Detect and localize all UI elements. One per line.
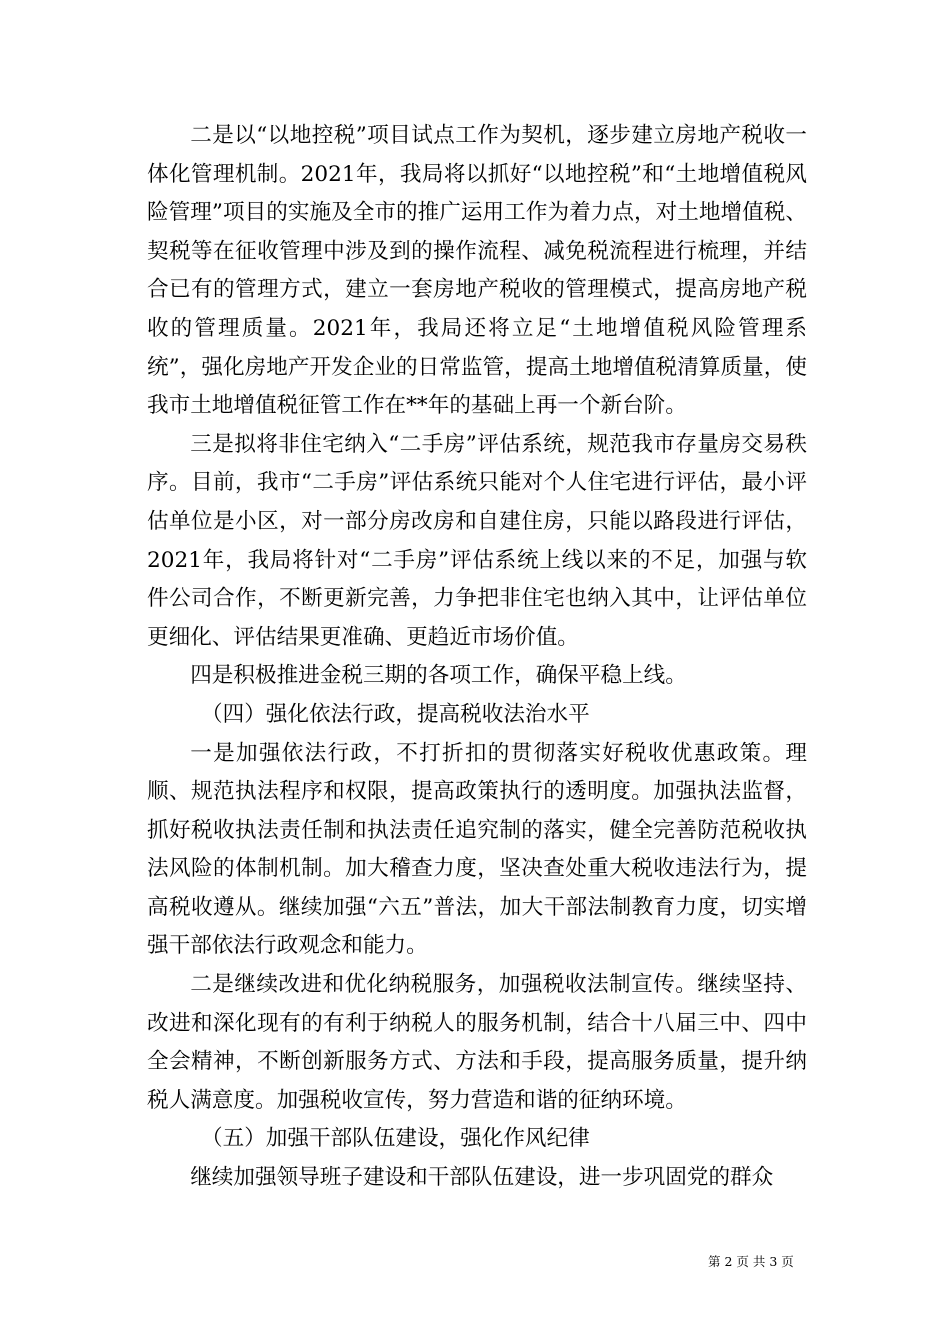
- paragraph-second-hand-housing: 三是拟将非住宅纳入“二手房”评估系统，规范我市存量房交易秩序。目前，我市“二手房”评估系统只能对个人住宅进行评估，最小评估单位是小区，对一部分房改房和自建住房，只能以路段进行评估，2021年，我局将针对“二手房”评估系统上线以来的不足，加强与软件公司合作，不断更新完善，力争把非住宅也纳入其中，让评估单位更细化、评估结果更准确、更趋近市场价值。: [147, 431, 807, 650]
- section-heading-rule-of-law: （四）强化依法行政，提高税收法治水平: [201, 701, 590, 727]
- document-body: [147, 117, 807, 1198]
- paragraph-taxpayer-service: 二是继续改进和优化纳税服务，加强税收法制宣传。继续坚持、改进和深化现有的有利于纳税人的服务机制，结合十八届三中、四中全会精神，不断创新服务方式、方法和手段，提高服务质量，提升纳税人满意度。加强税收宣传，努力营造和谐的征纳环境。: [147, 972, 807, 1113]
- paragraph-golden-tax-phase3: 四是积极推进金税三期的各项工作，确保平稳上线。: [190, 663, 687, 689]
- section-heading-cadre-team: （五）加强干部队伍建设，强化作风纪律: [201, 1126, 590, 1152]
- paragraph-law-based-administration: 一是加强依法行政，不打折扣的贯彻落实好税收优惠政策。理顺、规范执法程序和权限，提高政策执行的透明度。加强执法监督，抓好税收执法责任制和执法责任追究制的落实，健全完善防范税收执法风险的体制机制。加大稽查力度，坚决查处重大税收违法行为，提高税收遵从。继续加强“六五”普法，加大干部法制教育力度，切实增强干部依法行政观念和能力。: [147, 740, 807, 959]
- page-number-footer: 第 2 页 共 3 页: [708, 1254, 794, 1269]
- paragraph-land-tax-control: 二是以“以地控税”项目试点工作为契机，逐步建立房地产税收一体化管理机制。2021年，我局将以抓好“以地控税”和“土地增值税风险管理”项目的实施及全市的推广运用工作为着力点，对土地增值税、契税等在征收管理中涉及到的操作流程、减免税流程进行梳理，并结合已有的管理方式，建立一套房地产税收的管理模式，提高房地产税收的管理质量。2021年，我局还将立足“土地增值税风险管理系统”，强化房地产开发企业的日常监管，提高土地增值税清算质量，使我市土地增值税征管工作在**年的基础上再一个新台阶。: [147, 123, 807, 419]
- paragraph-leadership-building: 继续加强领导班子建设和干部队伍建设，进一步巩固党的群众: [190, 1165, 774, 1191]
